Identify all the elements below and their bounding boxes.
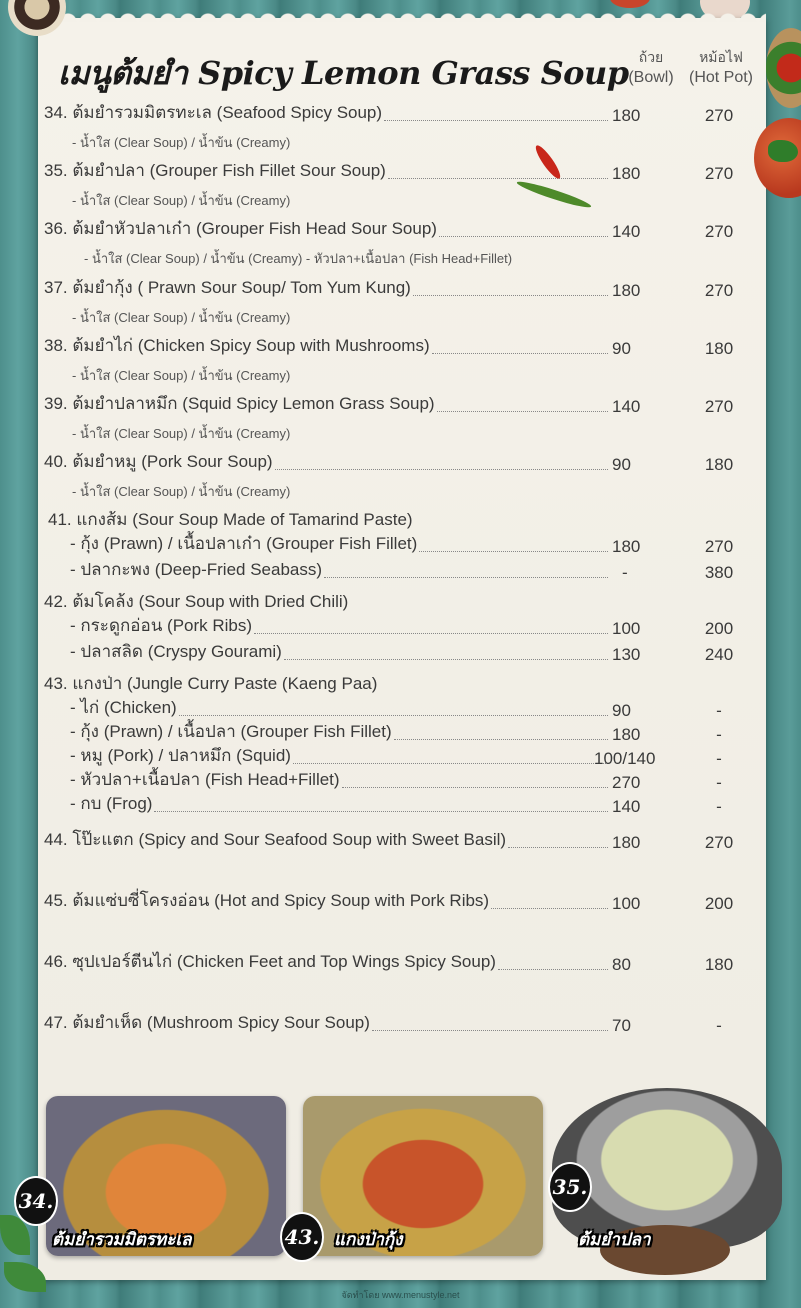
- photo-caption: ต้มยำรวมมิตรทะเล: [52, 1230, 192, 1250]
- menu-item-34: 34. ต้มยำรวมมิตรทะเล (Seafood Spicy Soup) 180 270: [44, 106, 758, 126]
- menu-subitem: - ไก่ (Chicken) 90 -: [44, 701, 758, 721]
- price-hotpot: 270: [704, 537, 734, 556]
- price-hotpot: -: [716, 797, 722, 816]
- column-header-bowl-thai: ถ้วย: [638, 49, 664, 65]
- price-bowl: 100: [612, 894, 641, 913]
- price-bowl: 140: [612, 797, 641, 816]
- menu-group-43: 43. แกงป่า (Jungle Curry Paste (Kaeng Paa): [44, 674, 378, 693]
- price-hotpot: 200: [704, 619, 734, 638]
- chili-bowl-decoration: [766, 28, 801, 108]
- photo-badge: 43.: [280, 1212, 324, 1262]
- price-hotpot: 270: [704, 164, 734, 183]
- photo-fish-sour-soup-hotpot: [552, 1088, 782, 1248]
- menu-subitem: - กระดูกอ่อน (Pork Ribs) 100 200: [44, 619, 758, 639]
- price-bowl: 100/140: [594, 749, 656, 768]
- column-header-hotpot-english: (Hot Pot): [688, 68, 753, 86]
- price-bowl: 180: [612, 833, 641, 852]
- price-bowl: 180: [612, 725, 641, 744]
- menu-subitem: - กุ้ง (Prawn) / เนื้อปลาเก๋า (Grouper Fish Fillet) 180 270: [44, 537, 758, 557]
- price-hotpot: -: [716, 1016, 722, 1035]
- menu-group-42: 42. ต้มโคล้ง (Sour Soup with Dried Chili): [44, 592, 349, 611]
- price-bowl: 100: [612, 619, 641, 638]
- price-hotpot: -: [716, 701, 722, 720]
- price-bowl: 180: [612, 537, 641, 556]
- menu-item-40: 40. ต้มยำหมู (Pork Sour Soup) 90 180: [44, 455, 758, 475]
- item-note: - น้ำใส (Clear Soup) / น้ำข้น (Creamy): [72, 368, 291, 383]
- price-bowl: 70: [612, 1016, 631, 1035]
- price-hotpot: 270: [704, 397, 734, 416]
- menu-subitem: - กบ (Frog) 140 -: [44, 797, 758, 817]
- item-note: - น้ำใส (Clear Soup) / น้ำข้น (Creamy): [72, 426, 291, 441]
- price-hotpot: 240: [704, 645, 734, 664]
- menu-group-41: 41. แกงส้ม (Sour Soup Made of Tamarind Paste): [48, 510, 413, 529]
- photo-badge: 35.: [548, 1162, 592, 1212]
- price-bowl: 90: [612, 701, 631, 720]
- price-bowl: 90: [612, 339, 631, 358]
- price-hotpot: 270: [704, 106, 734, 125]
- price-bowl: 90: [612, 455, 631, 474]
- price-bowl: 80: [612, 955, 631, 974]
- price-hotpot: 270: [704, 833, 734, 852]
- price-bowl: 180: [612, 281, 641, 300]
- price-hotpot: -: [716, 725, 722, 744]
- menu-subitem: - หัวปลา+เนื้อปลา (Fish Head+Fillet) 270 -: [44, 773, 758, 793]
- price-hotpot: 270: [704, 222, 734, 241]
- price-bowl: -: [622, 563, 628, 582]
- price-hotpot: 180: [704, 455, 734, 474]
- menu-item-47: 47. ต้มยำเห็ด (Mushroom Spicy Sour Soup) 70 -: [44, 1016, 758, 1036]
- price-hotpot: 380: [704, 563, 734, 582]
- menu-subitem: - ปลากะพง (Deep-Fried Seabass) - 380: [44, 563, 758, 583]
- price-hotpot: 180: [704, 339, 734, 358]
- photo-badge: 34.: [14, 1176, 58, 1226]
- column-header-bowl-english: (Bowl): [628, 68, 674, 86]
- item-note: - น้ำใส (Clear Soup) / น้ำข้น (Creamy): [72, 135, 291, 150]
- menu-subitem: - ปลาสลิด (Cryspy Gourami) 130 240: [44, 645, 758, 665]
- tomato-bowl-decoration: [610, 0, 650, 8]
- menu-subitem: - กุ้ง (Prawn) / เนื้อปลา (Grouper Fish Fillet) 180 -: [44, 725, 758, 745]
- price-bowl: 180: [612, 164, 641, 183]
- price-bowl: 180: [612, 106, 641, 125]
- footer-credit: จัดทำโดย www.menustyle.net: [341, 1290, 460, 1300]
- price-bowl: 140: [612, 397, 641, 416]
- column-header-hotpot: [682, 48, 760, 88]
- price-hotpot: 270: [704, 281, 734, 300]
- price-hotpot: -: [716, 749, 722, 768]
- column-header-bowl: [620, 48, 682, 88]
- price-hotpot: 180: [704, 955, 734, 974]
- menu-item-46: 46. ซุปเปอร์ตีนไก่ (Chicken Feet and Top Wings Spicy Soup) 80 180: [44, 955, 758, 975]
- item-note: - น้ำใส (Clear Soup) / น้ำข้น (Creamy): [72, 193, 291, 208]
- menu-item-45: 45. ต้มแซ่บซี่โครงอ่อน (Hot and Spicy Soup with Pork Ribs) 100 200: [44, 894, 758, 914]
- item-note: - น้ำใส (Clear Soup) / น้ำข้น (Creamy): [72, 484, 291, 499]
- price-hotpot: -: [716, 773, 722, 792]
- price-bowl: 140: [612, 222, 641, 241]
- menu-item-36: 36. ต้มยำหัวปลาเก๋า (Grouper Fish Head Sour Soup) 140 270: [44, 222, 758, 242]
- photo-caption: ต้มยำปลา: [578, 1230, 651, 1250]
- menu-item-38: 38. ต้มยำไก่ (Chicken Spicy Soup with Mushrooms) 90 180: [44, 339, 758, 359]
- tomato-stem-decoration: [768, 140, 798, 162]
- menu-item-44: 44. โป๊ะแตก (Spicy and Sour Seafood Soup with Sweet Basil) 180 270: [44, 833, 758, 853]
- price-hotpot: 200: [704, 894, 734, 913]
- menu-subitem: - หมู (Pork) / ปลาหมึก (Squid) 100/140 -: [44, 749, 758, 769]
- item-note: - น้ำใส (Clear Soup) / น้ำข้น (Creamy): [72, 310, 291, 325]
- photo-caption: แกงป่ากุ้ง: [334, 1230, 403, 1250]
- price-bowl: 130: [612, 645, 641, 664]
- price-bowl: 270: [612, 773, 641, 792]
- menu-item-35: 35. ต้มยำปลา (Grouper Fish Fillet Sour Soup) 180 270: [44, 164, 758, 184]
- menu-item-39: 39. ต้มยำปลาหมึก (Squid Spicy Lemon Grass Soup) 140 270: [44, 397, 758, 417]
- menu-item-37: 37. ต้มยำกุ้ง ( Prawn Sour Soup/ Tom Yum Kung) 180 270: [44, 281, 758, 301]
- item-note: - น้ำใส (Clear Soup) / น้ำข้น (Creamy) - หัวปลา+เนื้อปลา (Fish Head+Fillet): [84, 251, 513, 266]
- page-title: เมนูต้มยำ Spicy Lemon Grass Soup: [58, 54, 629, 92]
- column-header-hotpot-thai: หม้อไฟ: [699, 49, 743, 65]
